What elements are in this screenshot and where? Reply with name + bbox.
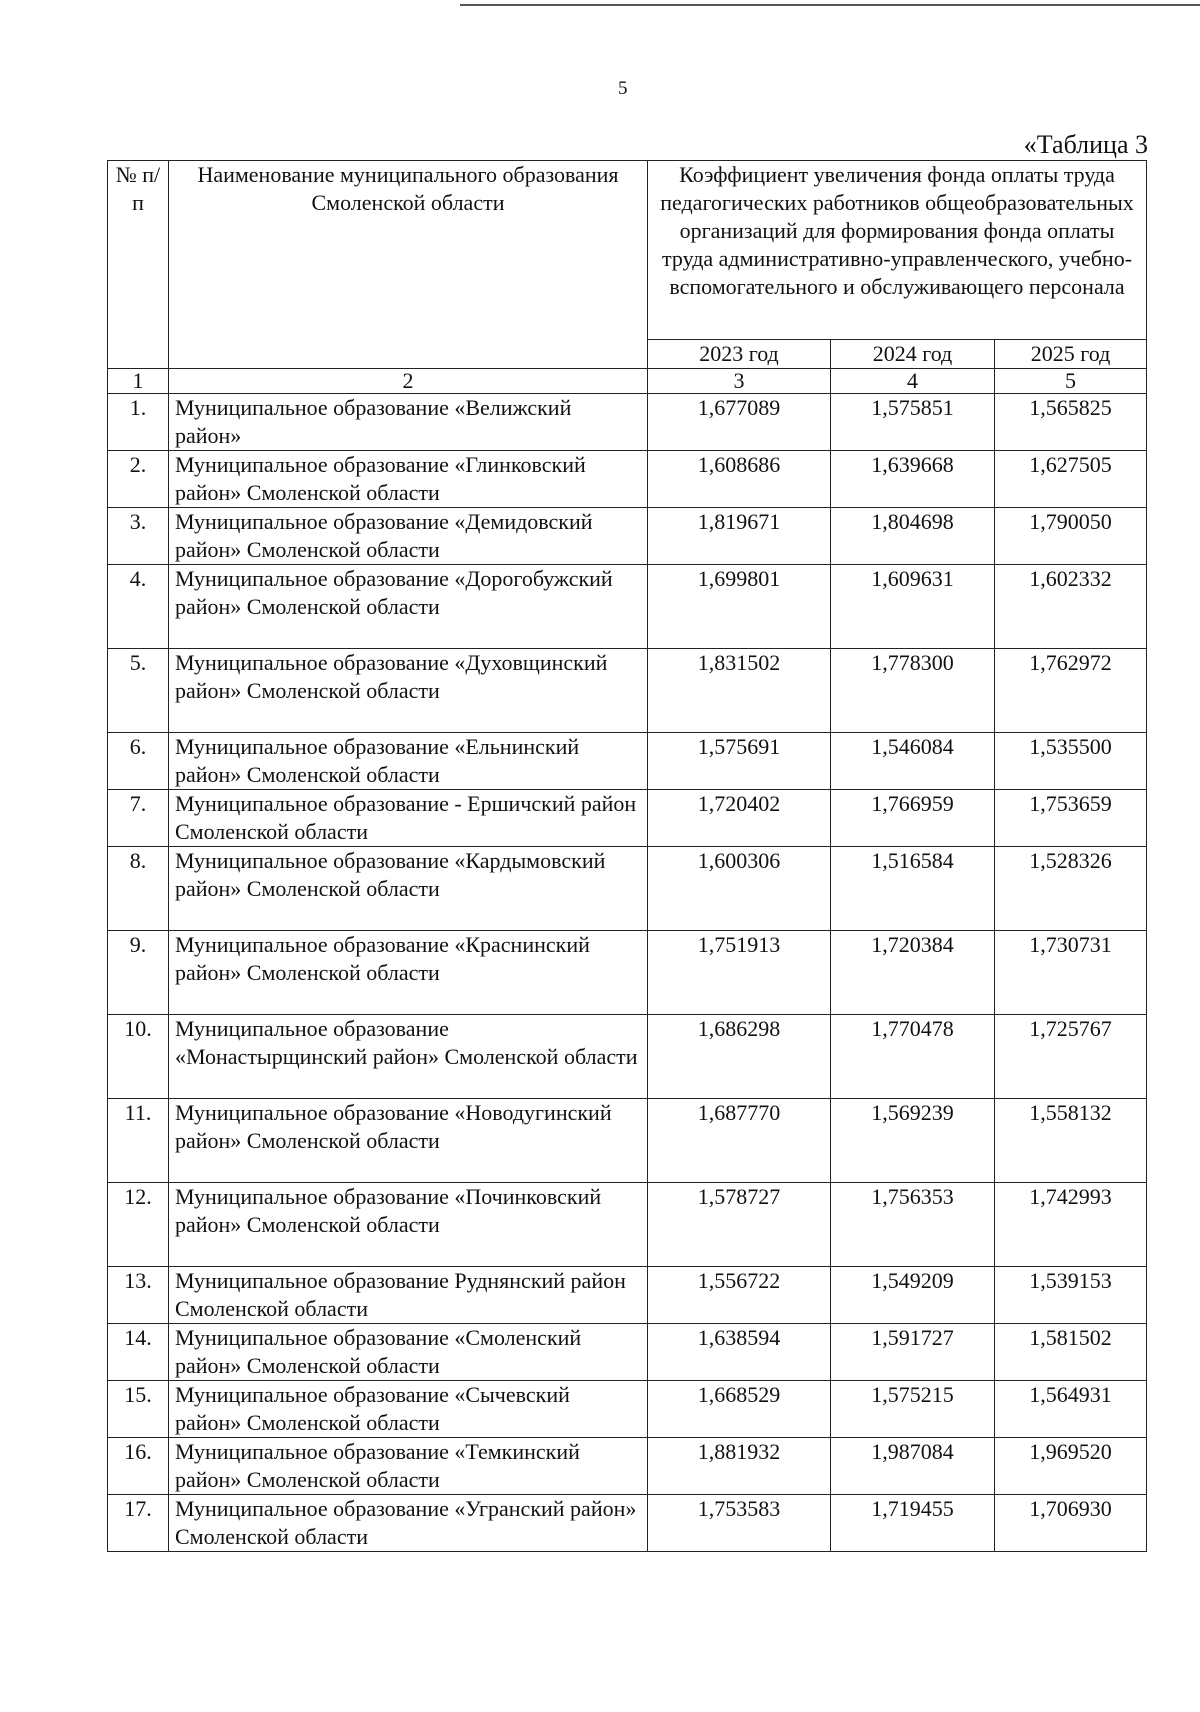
table-row: [108, 1015, 1147, 1099]
table-row: [108, 1099, 1147, 1183]
value-2024: 1,756353: [831, 1183, 995, 1267]
column-index: 5: [995, 369, 1147, 394]
value-2025: 1,627505: [995, 451, 1147, 508]
page-number: 5: [618, 78, 628, 99]
row-number: 7.: [108, 790, 169, 847]
value-2025: 1,969520: [995, 1438, 1147, 1495]
municipality-name: Муниципальное образование «Починковский район» Смоленской области: [169, 1183, 648, 1267]
coefficient-table: [107, 160, 1147, 1552]
value-2025: 1,762972: [995, 649, 1147, 733]
municipality-name: Муниципальное образование «Краснинский район» Смоленской области: [169, 931, 648, 1015]
table-row: [108, 451, 1147, 508]
table-row: [108, 508, 1147, 565]
municipality-name: Муниципальное образование - Ершичский район Смоленской области: [169, 790, 648, 847]
value-2023: 1,881932: [648, 1438, 831, 1495]
value-2023: 1,686298: [648, 1015, 831, 1099]
row-number: 12.: [108, 1183, 169, 1267]
value-2024: 1,609631: [831, 565, 995, 649]
table-row: [108, 1438, 1147, 1495]
table-row: [108, 1381, 1147, 1438]
value-2023: 1,608686: [648, 451, 831, 508]
table-row: [108, 1267, 1147, 1324]
value-2024: 1,575215: [831, 1381, 995, 1438]
value-2024: 1,804698: [831, 508, 995, 565]
top-rule: [460, 4, 1200, 6]
value-2025: 1,535500: [995, 733, 1147, 790]
municipality-name: Муниципальное образование «Монастырщинский район» Смоленской области: [169, 1015, 648, 1099]
municipality-name: Муниципальное образование «Глинковский район» Смоленской области: [169, 451, 648, 508]
row-number: 10.: [108, 1015, 169, 1099]
value-2024: 1,719455: [831, 1495, 995, 1552]
header-year-2023: 2023 год: [648, 340, 831, 369]
column-index: 4: [831, 369, 995, 394]
value-2023: 1,556722: [648, 1267, 831, 1324]
table-row: [108, 847, 1147, 931]
table-row: [108, 1183, 1147, 1267]
municipality-name: Муниципальное образование «Смоленский район» Смоленской области: [169, 1324, 648, 1381]
column-index: 1: [108, 369, 169, 394]
value-2024: 1,639668: [831, 451, 995, 508]
municipality-name: Муниципальное образование «Ельнинский район» Смоленской области: [169, 733, 648, 790]
row-number: 16.: [108, 1438, 169, 1495]
header-number: № п/п: [108, 161, 169, 369]
value-2025: 1,539153: [995, 1267, 1147, 1324]
row-number: 4.: [108, 565, 169, 649]
table-row: [108, 649, 1147, 733]
table-header: [108, 161, 1147, 369]
row-number: 11.: [108, 1099, 169, 1183]
row-number: 1.: [108, 394, 169, 451]
value-2023: 1,751913: [648, 931, 831, 1015]
municipality-name: Муниципальное образование «Сычевский район» Смоленской области: [169, 1381, 648, 1438]
header-year-2025: 2025 год: [995, 340, 1147, 369]
value-2024: 1,575851: [831, 394, 995, 451]
municipality-name: Муниципальное образование «Духовщинский район» Смоленской области: [169, 649, 648, 733]
value-2025: 1,725767: [995, 1015, 1147, 1099]
table-row: [108, 931, 1147, 1015]
value-2023: 1,600306: [648, 847, 831, 931]
value-2023: 1,753583: [648, 1495, 831, 1552]
row-number: 9.: [108, 931, 169, 1015]
value-2025: 1,742993: [995, 1183, 1147, 1267]
value-2023: 1,575691: [648, 733, 831, 790]
value-2023: 1,720402: [648, 790, 831, 847]
municipality-name: Муниципальное образование «Велижский район»: [169, 394, 648, 451]
value-2025: 1,565825: [995, 394, 1147, 451]
row-number: 2.: [108, 451, 169, 508]
value-2024: 1,987084: [831, 1438, 995, 1495]
value-2024: 1,766959: [831, 790, 995, 847]
value-2025: 1,730731: [995, 931, 1147, 1015]
row-number: 8.: [108, 847, 169, 931]
value-2024: 1,546084: [831, 733, 995, 790]
value-2025: 1,558132: [995, 1099, 1147, 1183]
value-2023: 1,687770: [648, 1099, 831, 1183]
table-row: [108, 1324, 1147, 1381]
value-2023: 1,699801: [648, 565, 831, 649]
municipality-name: Муниципальное образование «Кардымовский район» Смоленской области: [169, 847, 648, 931]
municipality-name: Муниципальное образование Руднянский район Смоленской области: [169, 1267, 648, 1324]
header-coefficient: Коэффициент увеличения фонда оплаты труда педагогических работников общеобразовательных организаций для формирования фонда оплаты труда административно-управленческого, учебно-вспомогательного и обслуживающего персонала: [648, 161, 1147, 340]
value-2023: 1,831502: [648, 649, 831, 733]
value-2024: 1,569239: [831, 1099, 995, 1183]
municipality-name: Муниципальное образование «Дорогобужский район» Смоленской области: [169, 565, 648, 649]
row-number: 14.: [108, 1324, 169, 1381]
value-2025: 1,790050: [995, 508, 1147, 565]
value-2024: 1,770478: [831, 1015, 995, 1099]
value-2024: 1,778300: [831, 649, 995, 733]
municipality-name: Муниципальное образование «Темкинский район» Смоленской области: [169, 1438, 648, 1495]
table-row: [108, 790, 1147, 847]
table-row: [108, 1495, 1147, 1552]
value-2025: 1,564931: [995, 1381, 1147, 1438]
table-row: [108, 394, 1147, 451]
value-2023: 1,638594: [648, 1324, 831, 1381]
value-2024: 1,549209: [831, 1267, 995, 1324]
municipality-name: Муниципальное образование «Угранский район» Смоленской области: [169, 1495, 648, 1552]
table-row: [108, 565, 1147, 649]
table-body: [108, 369, 1147, 1552]
header-name: Наименование муниципального образования Смоленской области: [169, 161, 648, 369]
table-caption: «Таблица 3: [1023, 130, 1148, 159]
row-number: 13.: [108, 1267, 169, 1324]
row-number: 15.: [108, 1381, 169, 1438]
value-2024: 1,516584: [831, 847, 995, 931]
row-number: 5.: [108, 649, 169, 733]
value-2025: 1,528326: [995, 847, 1147, 931]
value-2023: 1,819671: [648, 508, 831, 565]
value-2024: 1,591727: [831, 1324, 995, 1381]
value-2023: 1,578727: [648, 1183, 831, 1267]
municipality-name: Муниципальное образование «Новодугинский район» Смоленской области: [169, 1099, 648, 1183]
row-number: 3.: [108, 508, 169, 565]
value-2023: 1,668529: [648, 1381, 831, 1438]
column-index: 3: [648, 369, 831, 394]
column-index: 2: [169, 369, 648, 394]
value-2023: 1,677089: [648, 394, 831, 451]
municipality-name: Муниципальное образование «Демидовский район» Смоленской области: [169, 508, 648, 565]
value-2025: 1,581502: [995, 1324, 1147, 1381]
value-2025: 1,602332: [995, 565, 1147, 649]
row-number: 6.: [108, 733, 169, 790]
value-2024: 1,720384: [831, 931, 995, 1015]
header-year-2024: 2024 год: [831, 340, 995, 369]
column-index-row: [108, 369, 1147, 394]
value-2025: 1,706930: [995, 1495, 1147, 1552]
row-number: 17.: [108, 1495, 169, 1552]
table-row: [108, 733, 1147, 790]
value-2025: 1,753659: [995, 790, 1147, 847]
